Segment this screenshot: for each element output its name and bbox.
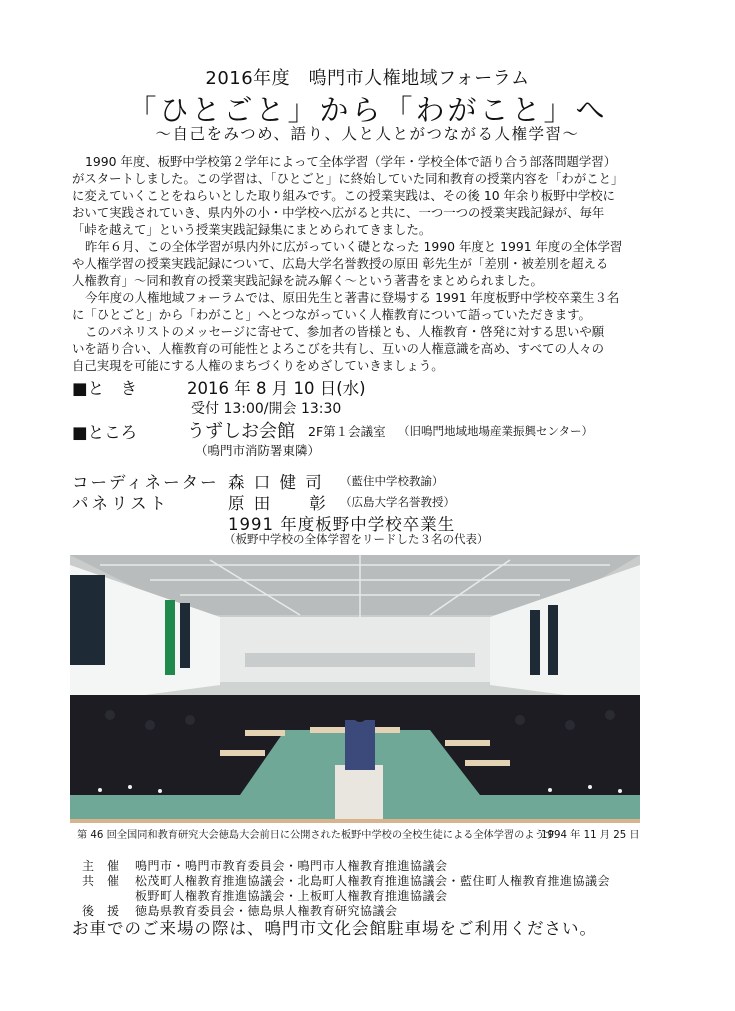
support-label: 後 援 bbox=[82, 904, 120, 918]
subtitle: ～自己をみつめ、語り、人と人とがつながる人権学習～ bbox=[155, 125, 580, 143]
panelist-name: 原 田 彰 bbox=[228, 494, 328, 513]
forum-title: 2016年度 鳴門市人権地域フォーラム bbox=[205, 68, 530, 89]
intro-line: に「ひとごと」から「わがこと」へとつながっていく人権教育について語っていただきます。 bbox=[72, 307, 591, 322]
cohost-value-1: 松茂町人権教育推進協議会・北島町人権教育推進協議会・藍住町人権教育推進協議会 bbox=[135, 874, 611, 888]
parking-note: お車でのご来場の際は、鳴門市文化会館駐車場をご利用ください。 bbox=[72, 919, 597, 938]
panelist-title: （広島大学名誉教授） bbox=[340, 495, 455, 509]
host-label: 主 催 bbox=[82, 859, 120, 873]
host-value: 鳴門市・鳴門市教育委員会・鳴門市人権教育推進協議会 bbox=[135, 859, 448, 873]
intro-line: このパネリストのメッセージに寄せて、参加者の皆様とも、人権教育・啓発に対する思いや願 bbox=[85, 324, 605, 339]
panelist-group-note: （板野中学校の全体学習をリードした３名の代表） bbox=[224, 532, 489, 546]
where-label: ■ところ bbox=[72, 423, 138, 442]
venue-location: （鳴門市消防署東隣） bbox=[195, 443, 321, 458]
reception-time: 受付 13:00/開会 13:30 bbox=[191, 401, 342, 417]
cohost-value-2: 板野町人権教育推進協議会・上板町人権教育推進協議会 bbox=[135, 889, 448, 903]
event-date: 2016 年 8 月 10 日(水) bbox=[187, 379, 366, 398]
intro-line: 1990 年度、板野中学校第２学年によって全体学習（学年・学校全体で語り合う部落問題学習） bbox=[85, 154, 617, 169]
when-label: ■と き bbox=[72, 379, 138, 398]
coordinator-title: （藍住中学校教諭） bbox=[340, 474, 444, 488]
intro-line: 今年度の人権地域フォーラムでは、原田先生と著書に登場する 1991 年度板野中学校卒業生３名 bbox=[85, 290, 620, 305]
venue-name: うずしお会館 bbox=[187, 421, 295, 442]
photo-date: 1994 年 11 月 25 日 bbox=[541, 830, 640, 841]
intro-line: 昨年６月、この全体学習が県内外に広がっていく礎となった 1990 年度と 1991 年度の全体学習 bbox=[85, 239, 623, 254]
intro-line: に変えていくことをねらいとした取り組みです。この授業実践は、その後 10 年余り板野中学校に bbox=[72, 188, 616, 203]
venue-note: （旧鳴門地域地場産業振興センター） bbox=[398, 424, 594, 438]
intro-text bbox=[72, 153, 672, 374]
cohost-label: 共 催 bbox=[82, 874, 120, 888]
intro-line: や人権学習の授業実践記録について、広島大学名誉教授の原田 彰先生が「差別・被差別を超える bbox=[72, 256, 609, 271]
intro-line: 自己実現を可能にする人権のまちづくりをめざしていきましょう。 bbox=[72, 358, 444, 373]
panelist-group: 1991 年度板野中学校卒業生 bbox=[228, 515, 456, 534]
support-value: 徳島県教育委員会・徳島県人権教育研究協議会 bbox=[135, 904, 398, 918]
gymnasium-photo bbox=[70, 555, 640, 823]
intro-line: がスタートしました。この学習は、「ひとごと」に終始していた同和教育の授業内容を「わがこと」 bbox=[72, 171, 624, 186]
main-title: 「ひとごと」から「わがこと」へ bbox=[127, 93, 608, 127]
intro-line: 「峠を越えて」という授業実践記録集にまとめられてきました。 bbox=[72, 222, 432, 237]
coordinator-label: コーディネーター bbox=[72, 473, 219, 492]
intro-line: いを語り合い、人権教育の可能性とよろこびを共有し、互いの人権意識を高め、すべての人々の bbox=[72, 341, 605, 356]
photo-caption: 第 46 回全国同和教育研究大会徳島大会前日に公開された板野中学校の全校生徒による全体学習のようす bbox=[77, 830, 555, 841]
intro-line: 人権教育」～同和教育の授業実践記録を読み解く～という著書をまとめられました。 bbox=[72, 273, 543, 288]
coordinator-name: 森 口 健 司 bbox=[228, 473, 324, 492]
intro-line: おいて実践されていき、県内外の小・中学校へ広がると共に、一つ一つの授業実践記録が、毎年 bbox=[72, 205, 605, 220]
panelist-label: パネリスト bbox=[72, 494, 170, 513]
venue-room: 2F第１会議室 bbox=[308, 424, 386, 439]
